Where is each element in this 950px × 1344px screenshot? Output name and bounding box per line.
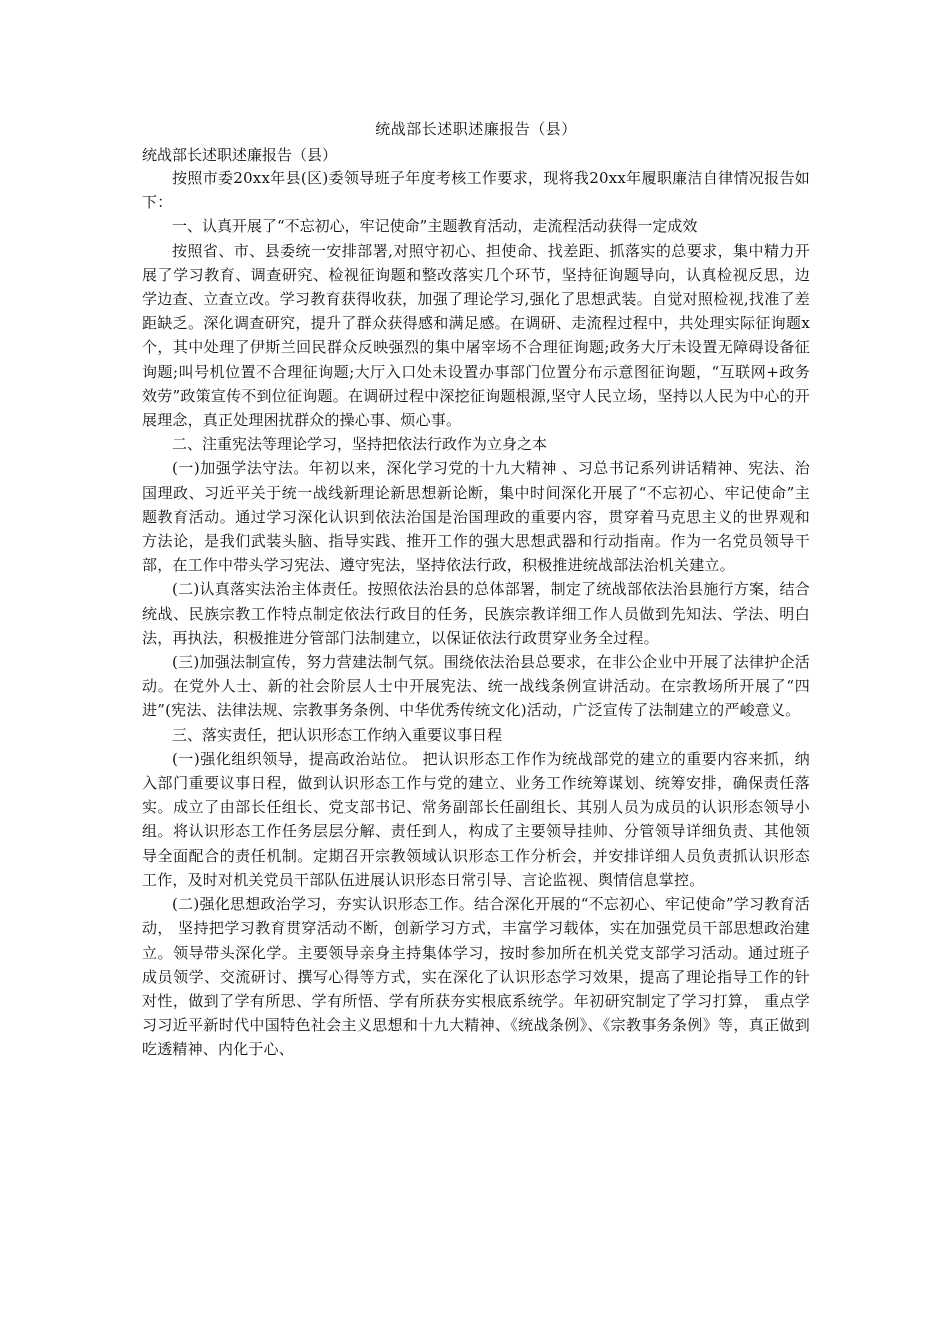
document-title: 统战部长述职述廉报告（县） bbox=[375, 120, 577, 138]
document-subtitle: 统战部长述职述廉报告（县） bbox=[142, 146, 338, 164]
document-page bbox=[142, 118, 810, 1062]
body-paragraph: 按照省、市、县委统一安排部署,对照守初心、担使命、找差距、抓落实的总要求，集中精力开展了学习教育、调查研究、检视征询题和整改落实几个环节，坚持征询题导向，认真检视反思，边学边查、立查立改。学习教育获得收获，加强了理论学习,强化了思想武装。自觉对照检视,找准了差距缺乏。深化调查研究，提升了群众获得感和满足感。在调研、走流程过程中，共处理实际征询题x个，其中处理了伊斯兰回民群众反映强烈的集中屠宰场不合理征询题;政务大厅未设置无障碍设备征询题;叫号机位置不合理征询题;大厅入口处未设置办事部门位置分布示意图征询题，“互联网+政务效劳”政策宣传不到位征询题。在调研过程中深挖征询题根源,坚守人民立场，坚持以人民为中心的开展理念，真正处理困扰群众的操心事、烦心事。 bbox=[142, 241, 810, 430]
body-paragraph: (二)强化思想政治学习，夯实认识形态工作。结合深化开展的“不忘初心、牢记使命”学习教育活动， 坚持把学习教育贯穿活动不断，创新学习方式，丰富学习载体，实在加强党员干部思想政治建立。领导带头深化学。主要领导亲身主持集体学习，按时参加所在机关党支部学习活动。通过班子成员领学、交流研讨、撰写心得等方式，实在深化了认识形态学习效果，提高了理论指导工作的针对性，做到了学有所思、学有所悟、学有所获夯实根底系统学。年初研究制定了学习打算， 重点学习习近平新时代中国特色社会主义思想和十九大精神、《统战条例》、《宗教事务条例》等，真正做到吃透精神、内化于心、 bbox=[142, 895, 810, 1059]
body-paragraph: (三)加强法制宣传，努力营建法制气氛。围绕依法治县总要求，在非公企业中开展了法律护企活动。在党外人士、新的社会阶层人士中开展宪法、统一战线条例宣讲活动。在宗教场所开展了“四进”(宪法、法律法规、宗教事务条例、中华优秀传统文化)活动，广泛宣传了法制建立的严峻意义。 bbox=[142, 653, 810, 720]
body-paragraph: (一)强化组织领导，提高政治站位。 把认识形态工作作为统战部党的建立的重要内容来抓，纳入部门重要议事日程，做到认识形态工作与党的建立、业务工作统筹谋划、统筹安排，确保责任落实。成立了由部长任组长、党支部书记、常务副部长任副组长、其别人员为成员的认识形态领导小组。将认识形态工作任务层层分解、责任到人，构成了主要领导挂帅、分管领导详细负责、其他领导全面配合的责任机制。定期召开宗教领域认识形态工作分析会，并安排详细人员负责抓认识形态工作，及时对机关党员干部队伍进展认识形态日常引导、言论监视、舆情信息掌控。 bbox=[142, 749, 810, 889]
intro-paragraph: 按照市委20xx年县(区)委领导班子年度考核工作要求，现将我20xx年履职廉洁自律情况报告如下： bbox=[142, 169, 810, 212]
section-heading-1: 一、认真开展了“不忘初心，牢记使命”主题教育活动，走流程活动获得一定成效 bbox=[172, 217, 698, 236]
section-heading-2: 二、注重宪法等理论学习，坚持把依法行政作为立身之本 bbox=[172, 435, 548, 454]
section-heading-3: 三、落实责任，把认识形态工作纳入重要议事日程 bbox=[172, 725, 503, 744]
body-paragraph: (一)加强学法守法。年初以来，深化学习党的十九大精神 、习总书记系列讲话精神、宪法、治国理政、习近平关于统一战线新理论新思想新论断，集中时间深化开展了“不忘初心、牢记使命”主题教育活动。通过学习深化认识到依法治国是治国理政的重要内容，贯穿着马克思主义的世界观和方法论，是我们武装头脑、指导实践、推开工作的强大思想武器和行动指南。作为一名党员领导干部，在工作中带头学习宪法、遵守宪法，坚持依法行政，积极推进统战部法治机关建立。 bbox=[142, 459, 810, 575]
body-paragraph: (二)认真落实法治主体责任。按照依法治县的总体部署，制定了统战部依法治县施行方案，结合统战、民族宗教工作特点制定依法行政目的任务，民族宗教详细工作人员做到先知法、学法、明白法，再执法，积极推进分管部门法制建立，以保证依法行政贯穿业务全过程。 bbox=[142, 580, 810, 647]
